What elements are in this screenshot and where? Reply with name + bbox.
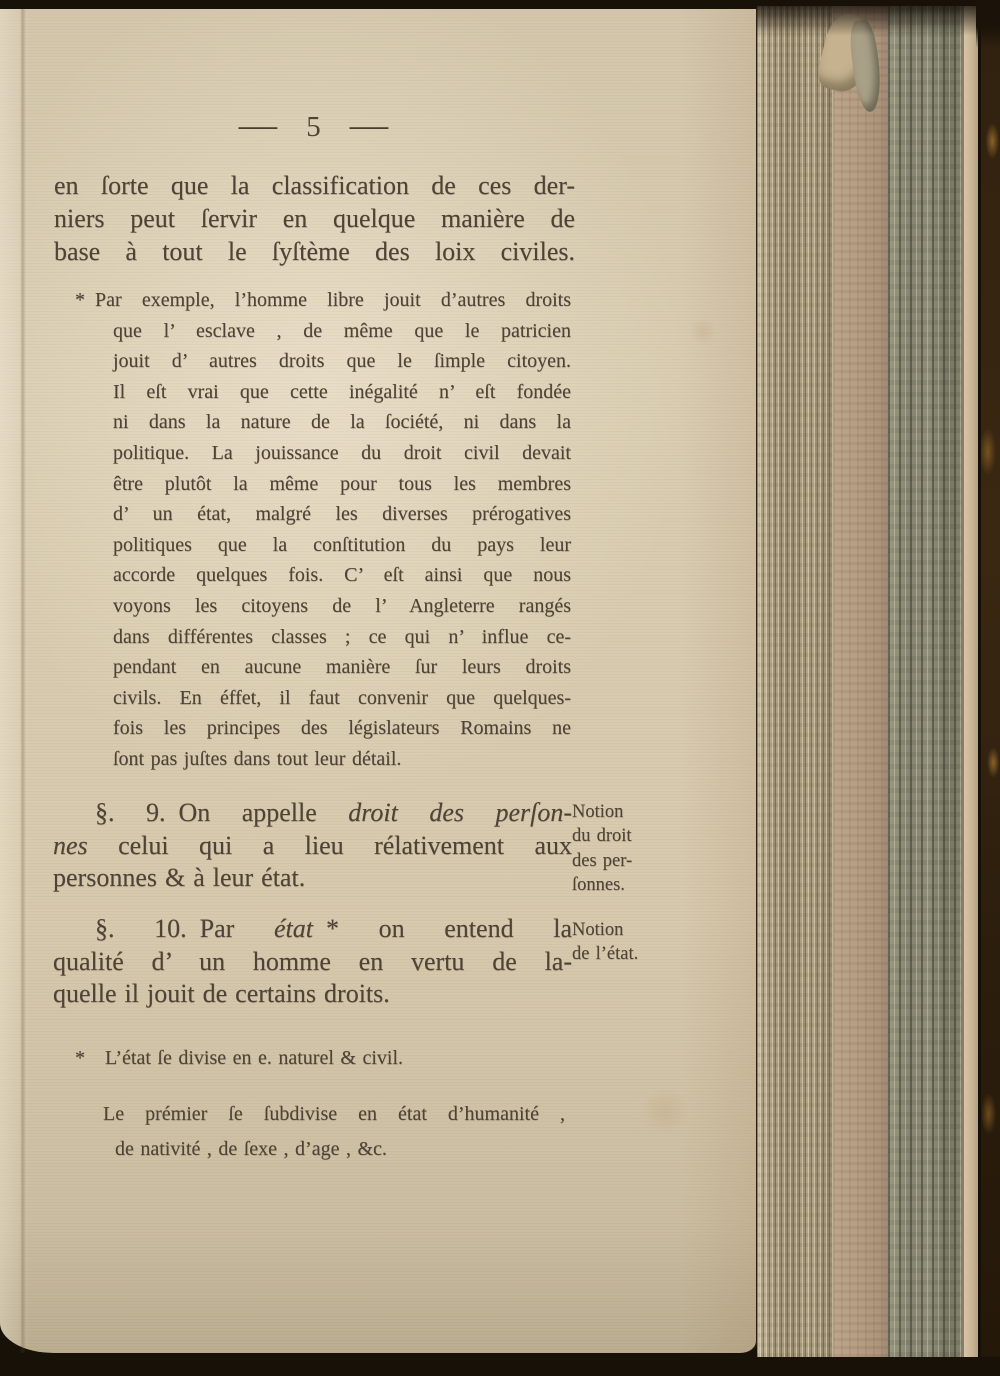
text-segment: civils. En éffet, il faut convenir que quelques- <box>113 686 571 709</box>
section-9-droit-des-personnes <box>53 797 572 895</box>
text-segment: du droit <box>572 826 632 847</box>
text-segment: pendant en aucune manière ſur leurs droits <box>113 656 571 679</box>
text-segment: §. 9. On appelle <box>95 798 349 827</box>
page-stack-edges-band <box>757 6 833 1357</box>
text-segment: d’ un état, malgré les diverses prérogatives <box>113 503 571 526</box>
top-right-shadow <box>976 0 1000 48</box>
text-line <box>572 800 680 824</box>
margin-note-9 <box>572 800 680 898</box>
text-segment: dans différentes classes ; ce qui n’ influe ce- <box>113 625 571 648</box>
text-line <box>113 622 571 653</box>
text-line <box>113 438 571 469</box>
text-segment: §. 10. Par <box>95 914 274 943</box>
text-line <box>113 530 571 561</box>
marbled-cover-edge <box>978 6 1000 1357</box>
header-dash-left: — <box>239 114 278 140</box>
text-line <box>53 946 572 979</box>
text-line <box>113 469 571 500</box>
text-segment: Il eſt vrai que cette inégalité n’ eſt fondée <box>113 380 571 403</box>
text-line <box>54 169 575 202</box>
text-segment: Notion <box>572 920 624 940</box>
text-line <box>113 683 571 714</box>
inner-page-block-band <box>833 6 888 1357</box>
text-segment: Le prémier ſe ſubdivise en état d’humanité , <box>103 1103 565 1125</box>
text-line <box>572 873 680 897</box>
text-segment: personnes & à leur état. <box>53 863 306 892</box>
text-segment: des per- <box>572 850 633 871</box>
text-line <box>103 1097 565 1132</box>
text-line <box>113 560 571 591</box>
text-segment: ni dans la nature de la ſociété, ni dans la <box>113 411 571 434</box>
footnote-example <box>75 285 571 775</box>
text-segment: que l’ esclave , de même que le patricien <box>113 319 571 342</box>
text-line <box>53 978 572 1011</box>
text-segment: jouit d’ autres droits que le ſimple citoyen. <box>113 350 571 373</box>
text-segment: * on entend la <box>312 914 572 943</box>
text-line <box>113 713 571 744</box>
text-line <box>53 913 572 946</box>
text-line <box>572 942 684 966</box>
text-line <box>572 849 680 873</box>
text-segment: de nativité , de ſexe , d’age , &c. <box>115 1138 387 1160</box>
text-line <box>54 235 575 268</box>
text-line <box>53 830 572 863</box>
text-segment: voyons les citoyens de l’ Angleterre rangés <box>113 594 571 617</box>
text-line <box>572 918 684 942</box>
text-line <box>113 744 571 775</box>
text-segment: fois les principes des législateurs Romains ne <box>113 717 571 740</box>
text-line <box>113 652 571 683</box>
book-page <box>0 9 756 1353</box>
paragraph-intro <box>54 169 575 268</box>
text-segment: état <box>273 914 313 943</box>
endpaper-band <box>962 6 978 1357</box>
text-line <box>113 407 571 438</box>
deckle-edge-band <box>888 6 962 1357</box>
text-segment: qualité d’ un homme en vertu de la- <box>53 946 572 976</box>
footnote-etat-division <box>75 1043 571 1073</box>
text-line <box>54 202 575 235</box>
page-header <box>53 111 574 144</box>
text-segment: ſonnes. <box>572 875 625 896</box>
text-line <box>53 862 572 895</box>
footnote-subdivision <box>103 1097 565 1167</box>
margin-note-10 <box>572 918 684 967</box>
text-segment: base à tout le ſyſtème des loix civiles. <box>54 237 575 266</box>
text-segment: de l’état. <box>572 944 639 965</box>
text-line <box>113 591 571 622</box>
text-line <box>113 346 571 377</box>
text-segment: * Par exemple, l’homme libre jouit d’autres droits <box>75 289 571 311</box>
section-10-etat <box>53 913 572 1011</box>
text-line <box>53 797 572 830</box>
text-segment: * L’état ſe divise en e. naturel & civil. <box>75 1047 403 1069</box>
top-edge-shadow <box>757 6 1000 36</box>
text-line <box>75 285 571 316</box>
text-segment: niers peut ſervir en quelque manière de <box>54 204 575 233</box>
text-segment: politiques que la conſtitution du pays leur <box>113 533 571 556</box>
header-dash-right: — <box>349 114 388 140</box>
text-segment: quelle il jouit de certains droits. <box>53 979 390 1008</box>
text-line <box>572 824 680 848</box>
page-number: 5 <box>306 111 321 143</box>
text-line <box>75 1043 571 1073</box>
text-segment: droit des perſon- <box>348 798 572 827</box>
text-line <box>113 499 571 530</box>
text-line <box>113 377 571 408</box>
text-segment: être plutôt la même pour tous les membres <box>113 472 571 495</box>
text-segment: en ſorte que la classification de ces der- <box>54 171 575 200</box>
page-gutter-crease <box>20 9 26 1353</box>
text-segment: celui qui a lieu rélativement aux <box>87 830 572 860</box>
text-segment: accorde quelques fois. C’ eſt ainsi que nous <box>113 564 571 587</box>
book-fore-edge <box>757 6 1000 1357</box>
text-line <box>113 316 571 347</box>
text-segment: Notion <box>572 802 624 822</box>
text-segment: politique. La jouissance du droit civil devait <box>113 441 571 464</box>
text-segment: nes <box>53 830 88 860</box>
text-line <box>115 1132 565 1167</box>
text-segment: ſont pas juſtes dans tout leur détail. <box>113 747 402 770</box>
